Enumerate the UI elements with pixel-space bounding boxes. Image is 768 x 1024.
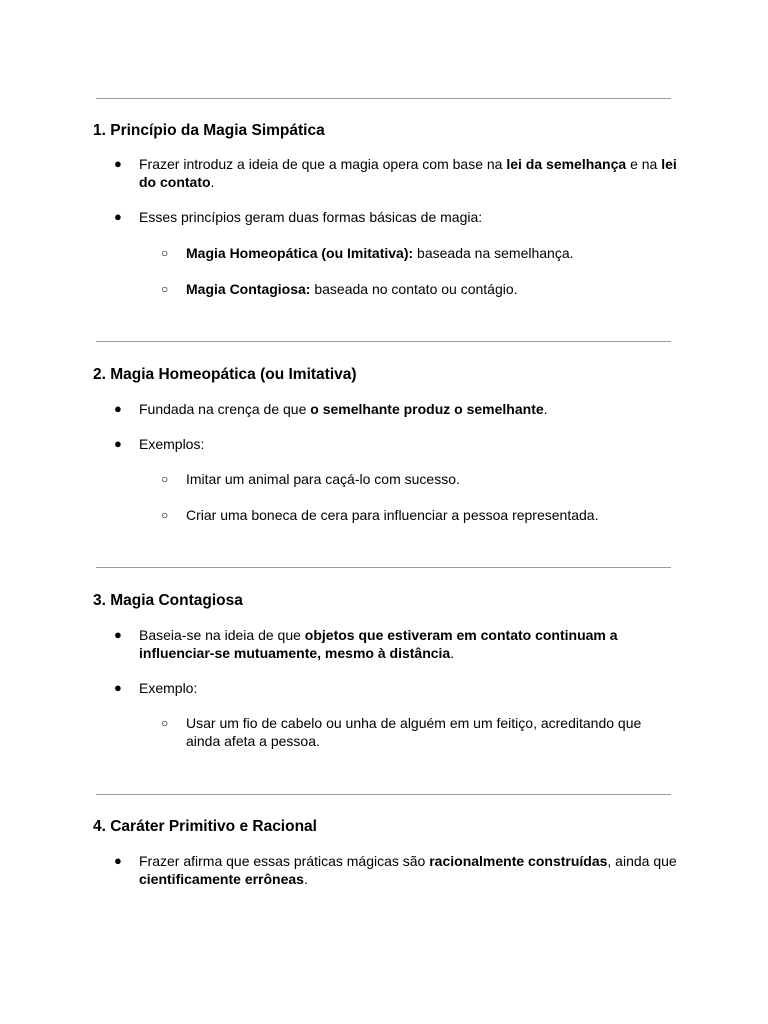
sub-bullet-marker: ○ <box>161 472 169 486</box>
section-heading: 4. Caráter Primitivo e Racional <box>93 818 317 835</box>
section-divider <box>96 794 671 795</box>
bullet-marker: ● <box>114 853 122 868</box>
list-item: Fundada na crença de que o semelhante produz o semelhante. <box>139 401 548 417</box>
bullet-marker: ● <box>114 209 122 224</box>
list-item: Baseia-se na ideia de que objetos que estiveram em contato continuam a influenciar-se mutuamente, mesmo à distância. <box>139 627 618 661</box>
sub-bullet-marker: ○ <box>161 282 169 296</box>
list-item: Esses princípios geram duas formas básicas de magia: <box>139 209 483 225</box>
list-item: Frazer afirma que essas práticas mágicas são racionalmente construídas, ainda que cientificamente errôneas. <box>139 853 677 887</box>
list-item: Exemplos: <box>139 436 205 452</box>
bullet-marker: ● <box>114 156 122 171</box>
bullet-marker: ● <box>114 436 122 451</box>
bullet-marker: ● <box>114 680 122 695</box>
sub-bullet-marker: ○ <box>161 508 169 522</box>
list-item: Frazer introduz a ideia de que a magia opera com base na lei da semelhança e na lei do contato. <box>139 156 677 190</box>
bullet-marker: ● <box>114 627 122 642</box>
section-heading: 1. Princípio da Magia Simpática <box>93 122 325 139</box>
section-divider <box>96 341 671 342</box>
sub-list-item: Magia Contagiosa: baseada no contato ou contágio. <box>186 281 518 297</box>
sub-list-item: Imitar um animal para caçá-lo com sucesso. <box>186 471 460 487</box>
section-heading: 3. Magia Contagiosa <box>93 592 243 609</box>
sub-bullet-marker: ○ <box>161 246 169 260</box>
sub-bullet-marker: ○ <box>161 716 169 730</box>
sub-list-item: Criar uma boneca de cera para influenciar a pessoa representada. <box>186 507 599 523</box>
section-divider <box>96 98 671 99</box>
sub-list-item: Magia Homeopática (ou Imitativa): baseada na semelhança. <box>186 245 574 261</box>
sub-list-item: Usar um fio de cabelo ou unha de alguém em um feitiço, acreditando que ainda afeta a pessoa. <box>186 715 642 749</box>
section-divider <box>96 567 671 568</box>
section-heading: 2. Magia Homeopática (ou Imitativa) <box>93 366 357 383</box>
list-item: Exemplo: <box>139 680 198 696</box>
bullet-marker: ● <box>114 401 122 416</box>
